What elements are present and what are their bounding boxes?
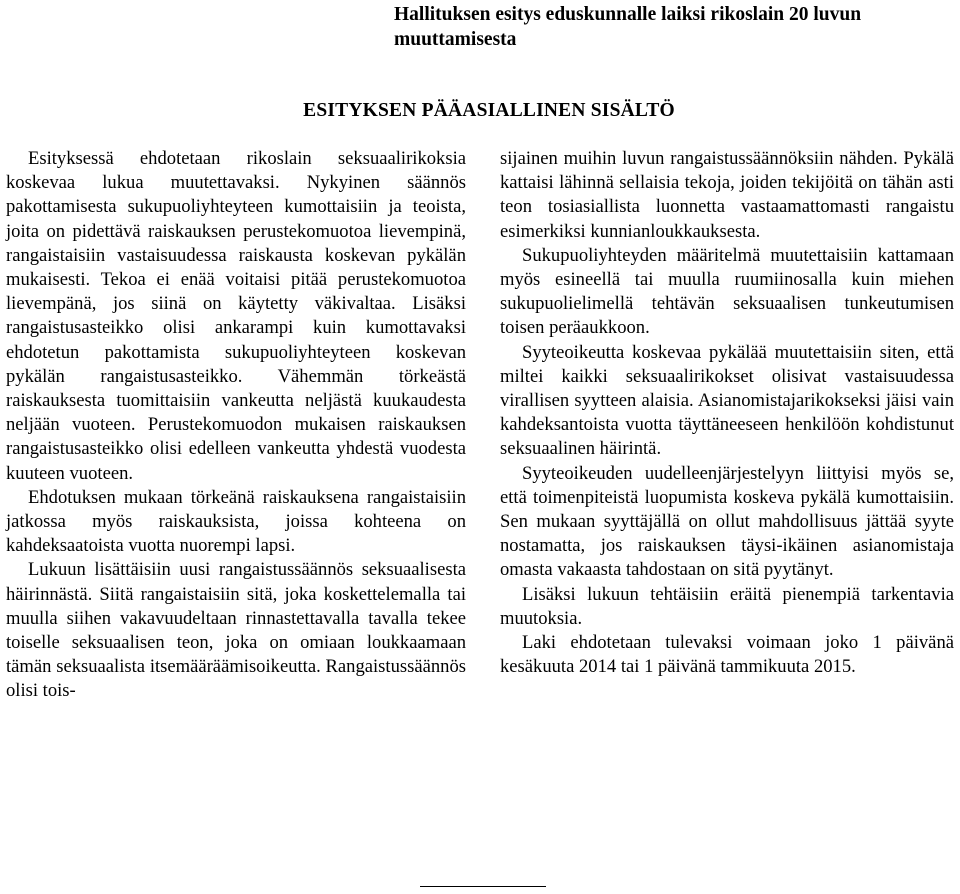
paragraph-right-3: Syyteoikeutta koskevaa pykälää muutettaisiin siten, että miltei kaikki seksuaalirikokset olisivat vastaisuudessa virallisen syytteen alaisia. Asianomistajarikokseksi jäisi vain kahdeksantoista vuotta täyttäneeseen henkilöön kohdistunut seksuaalinen häirintä.: [500, 341, 954, 460]
left-text-column: [6, 147, 466, 704]
section-heading: ESITYKSEN PÄÄASIALLINEN SISÄLTÖ: [303, 100, 675, 121]
paragraph-left-3: Lukuun lisättäisiin uusi rangaistussäännös seksuaalisesta häirinnästä. Siitä rangaistaisiin sitä, joka koskettelemalla tai muulla siihen vakavuudeltaan rinnastettavalla tavalla tekee toiselle seksuaalisen teon, joka on omiaan loukkaamaan tämän seksuaalista itsemääräämisoikeutta. Rangaistussäännös olisi tois-: [6, 559, 466, 702]
paragraph-left-1: Esityksessä ehdotetaan rikoslain seksuaalirikoksia koskevaa lukua muutettavaksi. Nykyinen säännös pakottamisesta sukupuoliyhteyteen kumottaisiin ja teoista, joita on pidettävä raiskauksen perustekomuotoa lievempinä, rangaistaisiin vastaisuudessa raiskausta koskevan pykälän mukaisesti. Tekoa ei enää voitaisi pitää perustekomuotoa lievempänä, jos siinä on käytetty väkivaltaa. Lisäksi rangaistusasteikko olisi ankarampi kuin kumottavaksi ehdotetun pakottamista sukupuoliyhteyteen koskevan pykälän rangaistusasteikko. Vähemmän törkeästä raiskauksesta tuomittaisiin vankeutta neljästä kuukaudesta neljään vuoteen. Perustekomuodon mukaisen raiskauksen rangaistusasteikko olisi edelleen vankeutta yhdestä vuodesta kuuteen vuoteen.: [6, 148, 466, 484]
end-separator-rule: [420, 886, 546, 887]
paragraph-right-4: Syyteoikeuden uudelleenjärjestelyyn liittyisi myös se, että toimenpiteistä luopumista koskeva pykälä kumottaisiin. Sen mukaan syyttäjällä on ollut mahdollisuus jättää syyte nostamatta, jos raiskauksen täysi-ikäinen asianomistaja omasta vakaasta tahdostaan on sitä pyytänyt.: [500, 462, 954, 581]
paragraph-right-5: Lisäksi lukuun tehtäisiin eräitä pienempiä tarkentavia muutoksia.: [500, 583, 954, 629]
paragraph-left-2: Ehdotuksen mukaan törkeänä raiskauksena rangaistaisiin jatkossa myös raiskauksista, joissa kohteena on kahdeksaatoista vuotta nuorempi lapsi.: [6, 486, 466, 557]
document-title: Hallituksen esitys eduskunnalle laiksi rikoslain 20 luvun muuttamisesta: [394, 4, 862, 50]
right-text-column: [500, 147, 954, 679]
paragraph-right-1: sijainen muihin luvun rangaistussäännöksiin nähden. Pykälä kattaisi lähinnä sellaisia tekoja, joiden tekijöitä on tähän asti teon tosiasiallista luonnetta vastaamattomasti rangaistu esimerkiksi kunnianloukkauksesta.: [500, 148, 954, 242]
paragraph-right-2: Sukupuoliyhteyden määritelmä muutettaisiin kattamaan myös esineellä tai muulla ruumiinosalla kuin miehen sukupuolielimellä tehtävän seksuaalisen tunkeutumisen toisen peräaukkoon.: [500, 244, 954, 339]
paragraph-right-6: Laki ehdotetaan tulevaksi voimaan joko 1 päivänä kesäkuuta 2014 tai 1 päivänä tammikuuta 2015.: [500, 632, 954, 678]
